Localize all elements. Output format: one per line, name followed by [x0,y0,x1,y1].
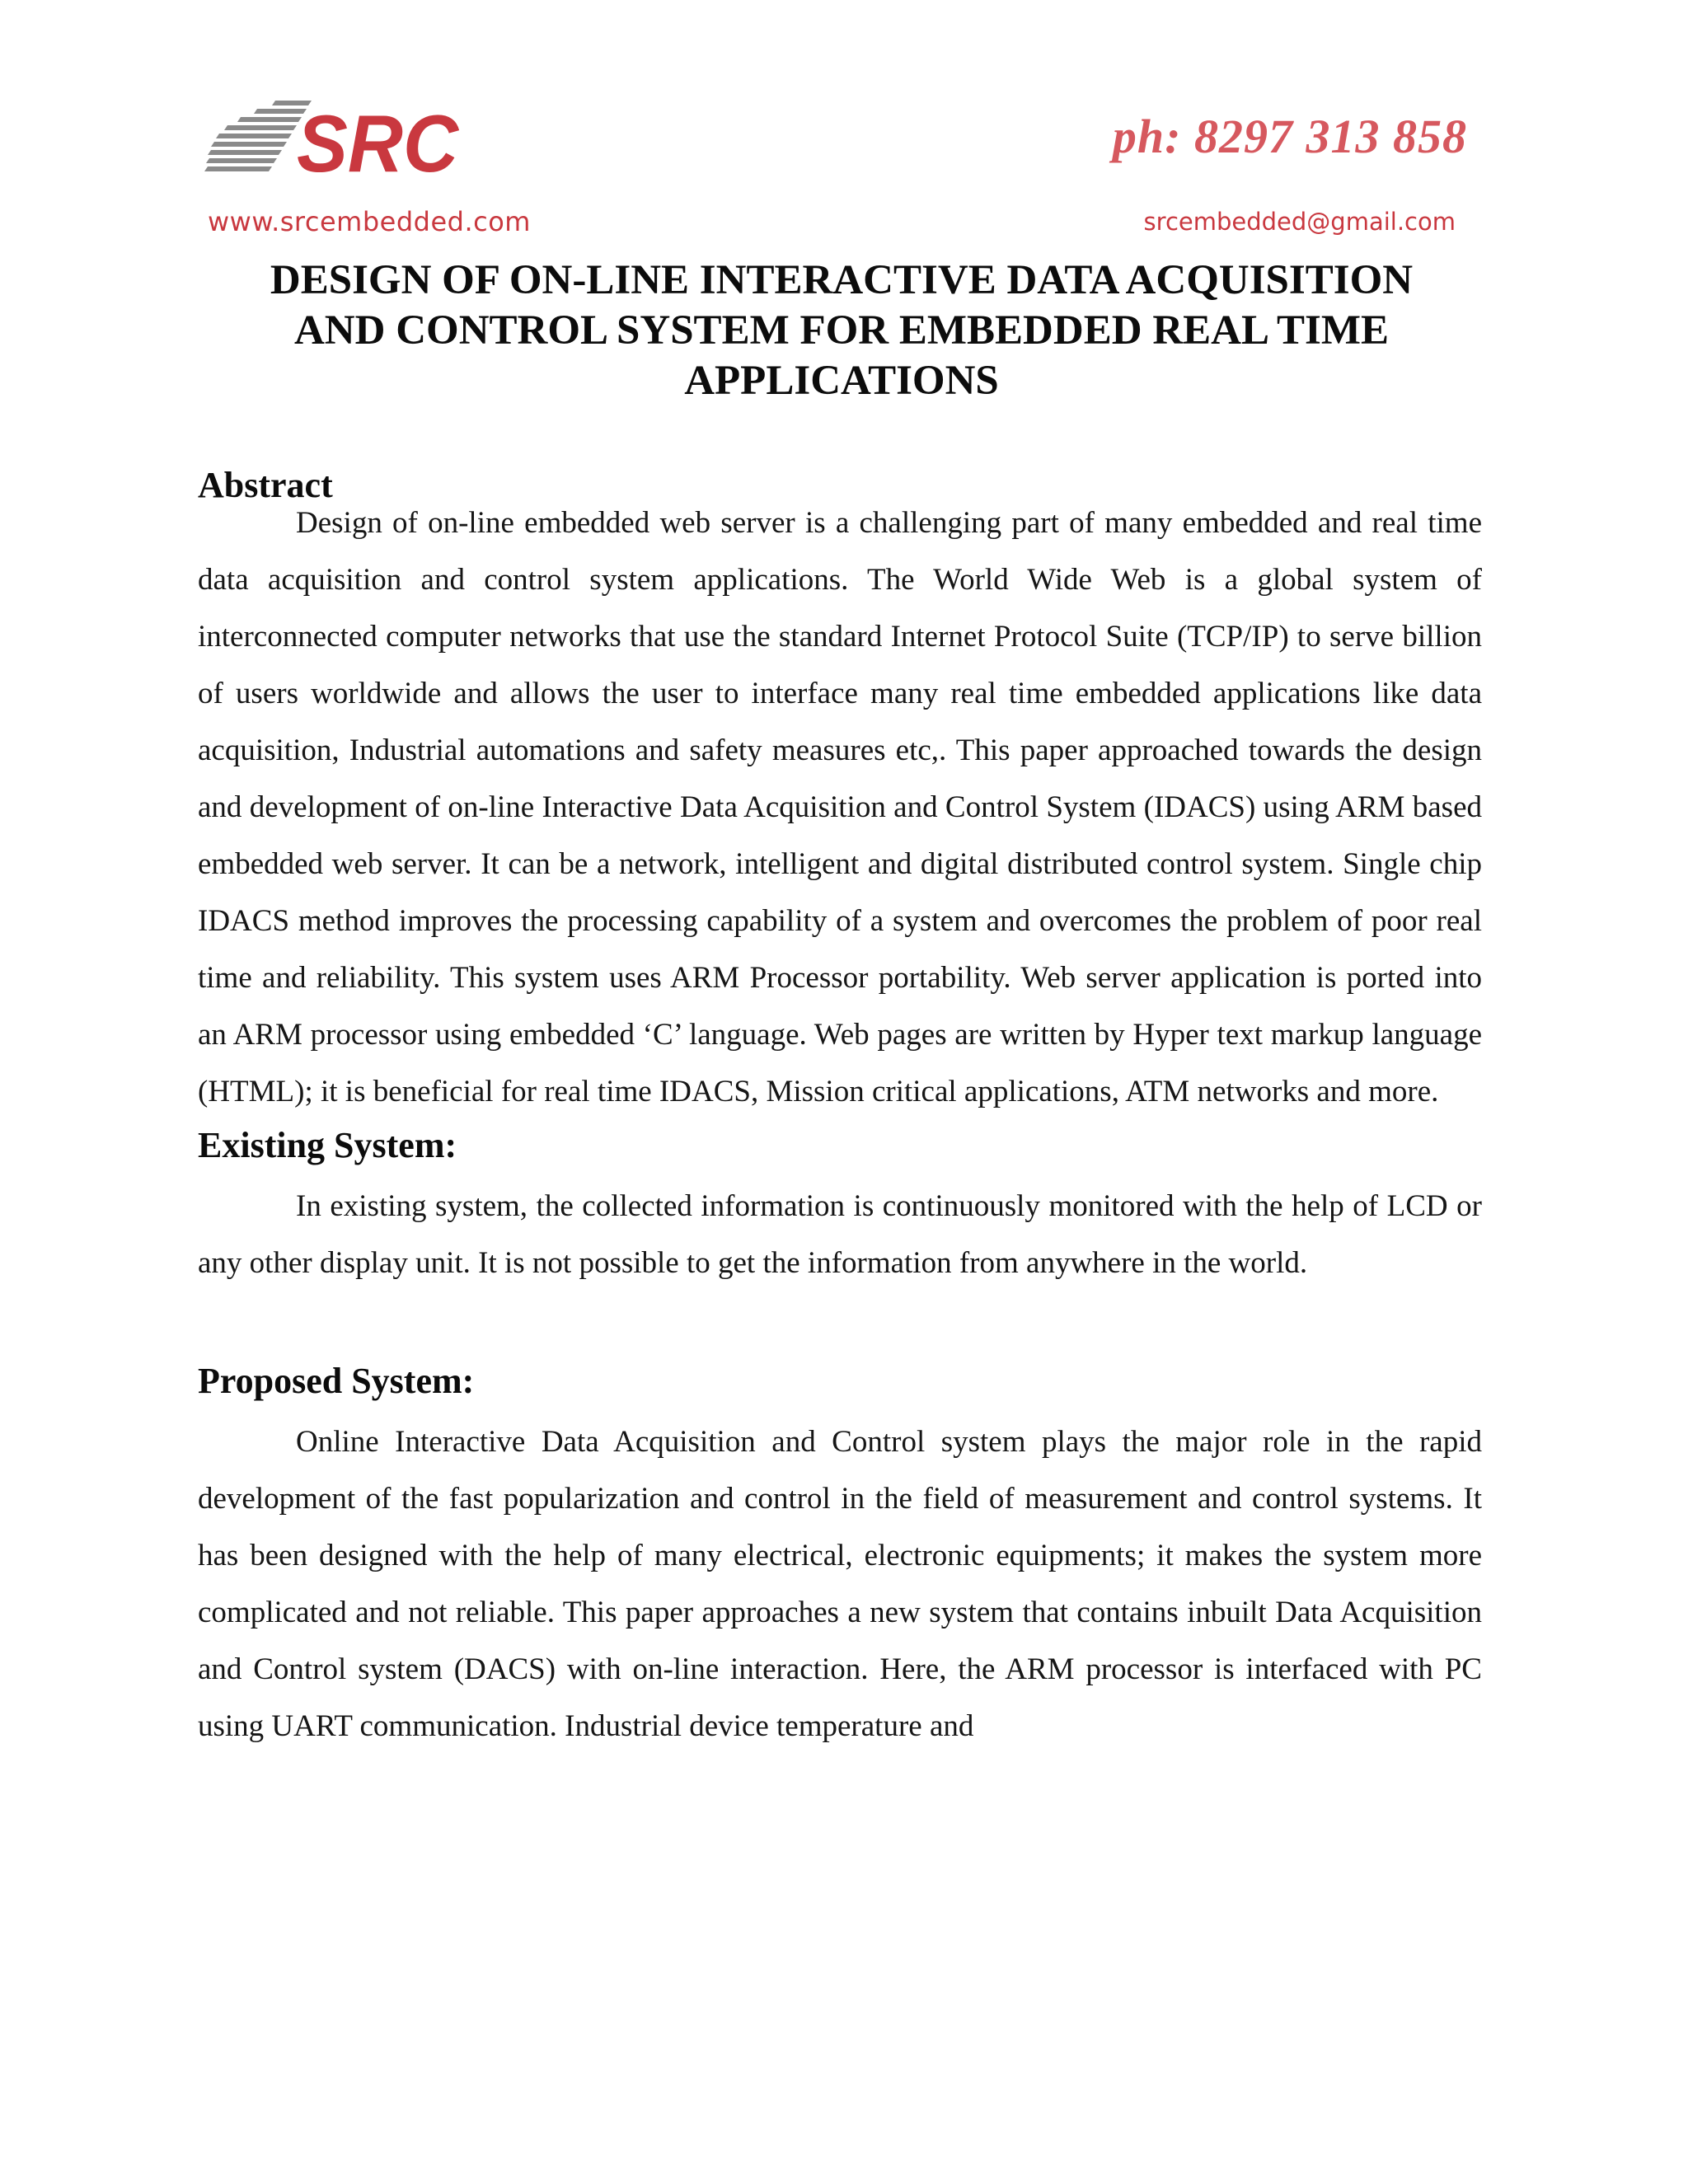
abstract-paragraph: Design of on-line embedded web server is a challenging part of many embedded and real time data acquisition and control system applications. The World Wide Web is a global system of interconnected computer networks that use the standard Internet Protocol Suite (TCP/IP) to serve billion of users worldwide and allows the user to interface many real time embedded applications like data acquisition, Industrial automations and safety measures etc,. This paper approached towards the design and development of on-line Interactive Data Acquisition and Control System (IDACS) using ARM based embedded web server. It can be a network, intelligent and digital distributed control system. Single chip IDACS method improves the processing capability of a system and overcomes the problem of poor real time and reliability. This system uses ARM Processor portability. Web server application is ported into an ARM processor using embedded ‘C’ language. Web pages are written by Hyper text markup language (HTML); it is beneficial for real time IDACS, Mission critical applications, ATM networks and more. [198,506,1482,1108]
letterhead [0,0,1688,247]
proposed-system-paragraph: Online Interactive Data Acquisition and Control system plays the major role in the rapid development of the fast popularization and control in the field of measurement and control systems. It has been designed with the help of many electrical, electronic equipments; it makes the system more complicated and not reliable. This paper approaches a new system that contains inbuilt Data Acquisition and Control system (DACS) with on-line interaction. Here, the ARM processor is interfaced with PC using UART communication. Industrial device temperature and [198,1425,1482,1743]
abstract-heading: Abstract [198,465,333,505]
title-line-3: APPLICATIONS [684,358,999,404]
logo-speed-stripes [204,101,312,171]
existing-system-paragraph: In existing system, the collected information is continuously monitored with the help of LCD or any other display unit. It is not possible to get the information from anywhere in the world. [198,1189,1482,1280]
proposed-system-heading: Proposed System: [198,1361,475,1401]
document-title [198,255,1485,406]
src-logo [204,97,460,180]
title-line-1: DESIGN OF ON-LINE INTERACTIVE DATA ACQUISITION [270,257,1414,303]
title-line-2: AND CONTROL SYSTEM FOR EMBEDDED REAL TIME [293,307,1390,354]
website-link[interactable]: www.srcembedded.com [208,206,531,237]
existing-system-heading: Existing System: [198,1125,457,1165]
email-link[interactable]: srcembedded@gmail.com [1143,208,1456,236]
document-body [198,463,1482,1755]
logo-text: SRC [297,98,460,180]
phone-number: ph: 8297 313 858 [1112,110,1467,163]
